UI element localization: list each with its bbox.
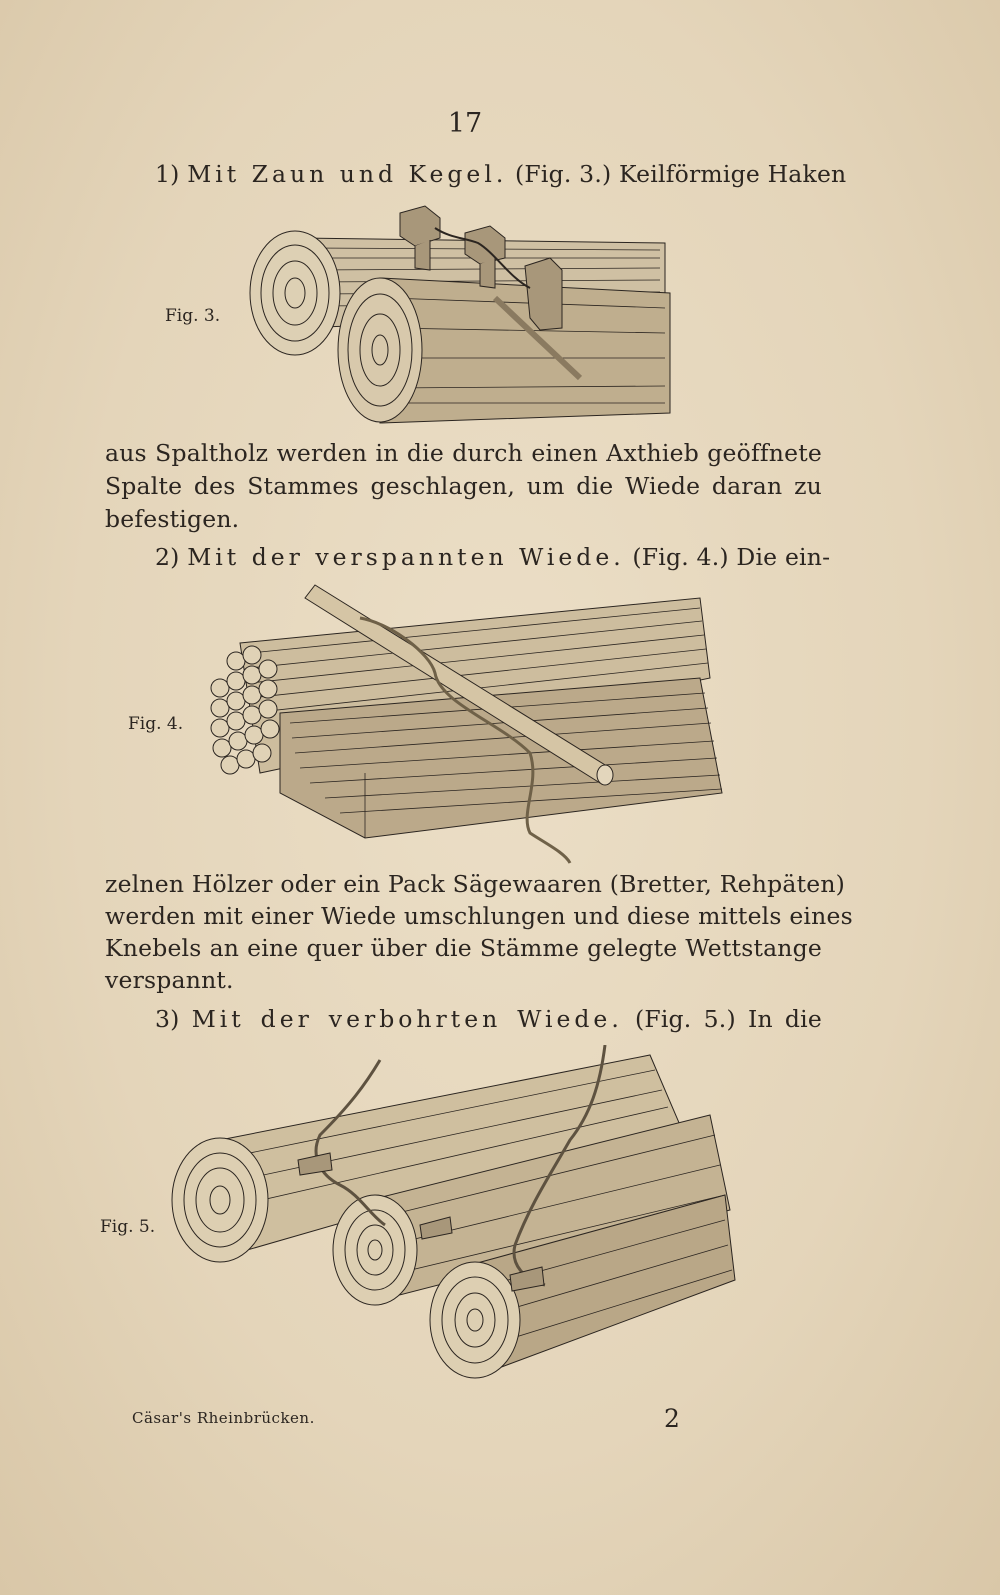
text-line-2: aus Spaltholz werden in die durch einen Axthieb geöffnete — [105, 439, 822, 467]
item-number: 2) — [155, 543, 188, 571]
fig5-illustration — [170, 1045, 750, 1390]
text-line-1 — [155, 158, 847, 190]
text-line-4: befestigen. — [105, 505, 240, 533]
text-line-9: verspannt. — [105, 966, 234, 994]
fig5-label: Fig. 5. — [100, 1217, 156, 1237]
fig4-illustration — [200, 583, 740, 868]
method-heading: Mit Zaun und Kegel. — [187, 160, 508, 188]
fig3-illustration — [240, 198, 680, 438]
text-line-6: zelnen Hölzer oder ein Pack Sägewaaren (Bretter, Rehpäten) — [105, 870, 846, 898]
text-line-7: werden mit einer Wiede umschlungen und diese mittels eines — [105, 902, 853, 930]
signature-mark: 2 — [664, 1404, 680, 1433]
text-line-5 — [155, 541, 831, 573]
page-number: 17 — [447, 108, 483, 139]
fig3-label: Fig. 3. — [165, 306, 221, 326]
text-line-3: Spalte des Stammes geschlagen, um die Wiede daran zu — [105, 472, 822, 500]
line-text: (Fig. 4.) Die ein- — [624, 543, 831, 571]
running-title: Cäsar's Rheinbrücken. — [132, 1409, 315, 1427]
method-heading: Mit der verbohrten Wiede. — [191, 1005, 623, 1033]
line-text: (Fig. 3.) Keilförmige Haken — [507, 160, 847, 188]
item-number: 1) — [155, 160, 188, 188]
line-text: (Fig. 5.) In die — [622, 1005, 822, 1033]
method-heading: Mit der verspannten Wiede. — [187, 543, 625, 571]
text-line-10 — [155, 1003, 822, 1035]
item-number: 3) — [155, 1005, 192, 1033]
fig4-label: Fig. 4. — [128, 714, 184, 734]
text-line-8: Knebels an eine quer über die Stämme gelegte Wettstange — [105, 934, 822, 962]
